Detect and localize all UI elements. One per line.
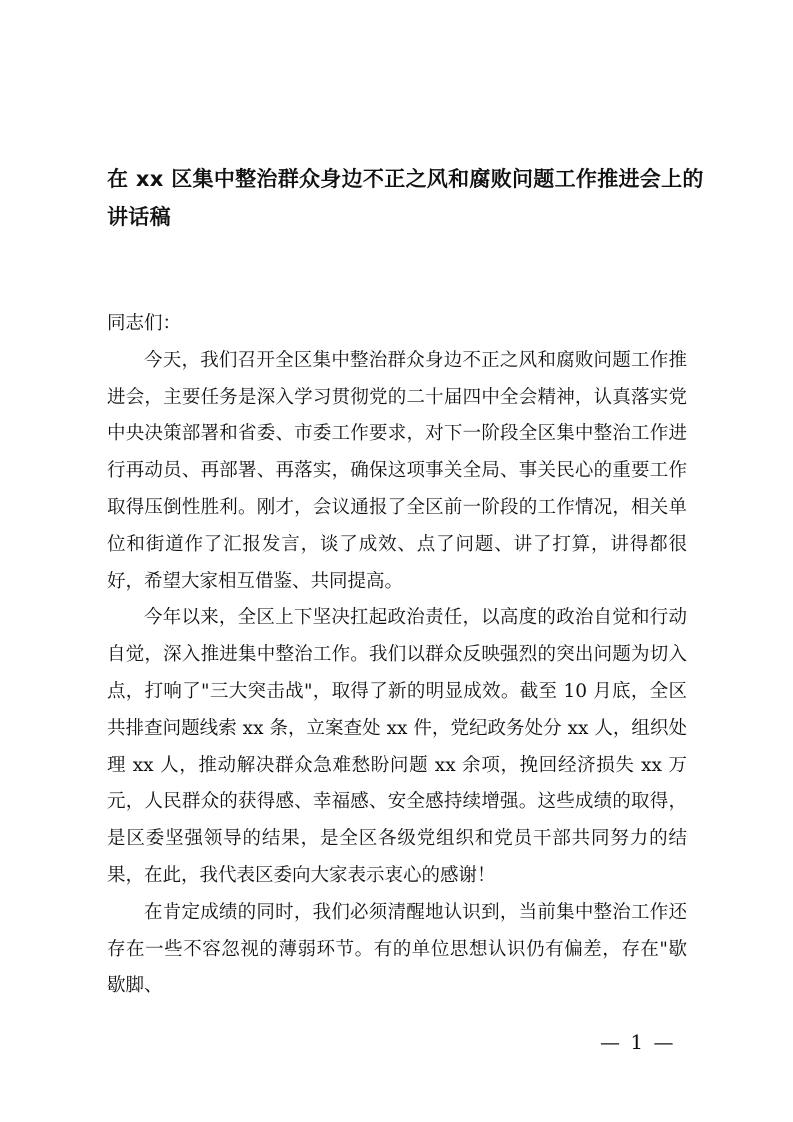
paragraph-2: 今年以来，全区上下坚决扛起政治责任，以高度的政治自觉和行动自觉，深入推进集中整治工作。我们以群众反映强烈的突出问题为切入点，打响了"三大突击战"，取得了新的明显成效。截至 10 月底，全区共排查问题线索 xx 条，立案查处 xx 件，党纪政务处分 xx 人，组织处理 xx 人，推动解决群众急难愁盼问题 xx 余项，挽回经济损失 xx 万元，人民群众的获得感、幸福感、安全感持续增强。这些成绩的取得，是区委坚强领导的结果，是全区各级党组织和党员干部共同努力的结果，在此，我代表区委向大家表示衷心的感谢！ [107, 607, 687, 886]
salutation: 同志们： [107, 313, 182, 334]
paragraph-1: 今天，我们召开全区集中整治群众身边不正之风和腐败问题工作推进会，主要任务是深入学习贯彻党的二十届四中全会精神，认真落实党中央决策部署和省委、市委工作要求，对下一阶段全区集中整治工作进行再动员、再部署、再落实，确保这项事关全局、事关民心的重要工作取得压倒性胜利。刚才，会议通报了全区前一阶段的工作情况，相关单位和街道作了汇报发言，谈了成效、点了问题、讲了打算，讲得都很好，希望大家相互借鉴、共同提高。 [107, 349, 687, 592]
paragraph-3: 在肯定成绩的同时，我们必须清醒地认识到，当前集中整治工作还存在一些不容忽视的薄弱环节。有的单位思想认识仍有偏差，存在"歇歇脚、 [107, 901, 687, 997]
page-number: — 1 — [600, 1030, 676, 1054]
document-body [107, 306, 687, 1005]
document-title: 在 xx 区集中整治群众身边不正之风和腐败问题工作推进会上的讲话稿 [107, 167, 704, 229]
